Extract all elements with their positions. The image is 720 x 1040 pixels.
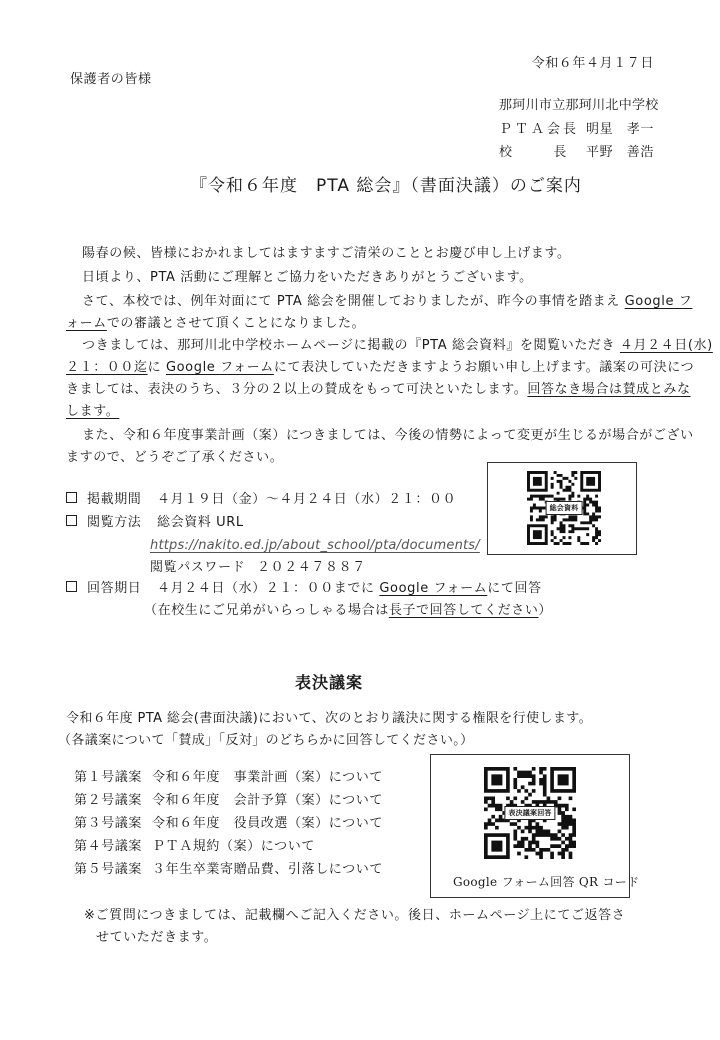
context-paragraph-line2 [66, 314, 365, 334]
date: 令和６年４月１７日 [531, 56, 654, 71]
proposal-number: 第４号議案 [74, 839, 143, 854]
deadline-value [157, 579, 542, 599]
list-item [74, 814, 434, 837]
documents-qr-code[interactable] [527, 471, 601, 545]
sibling-note [144, 601, 552, 621]
method-value: 総会資料 URL [157, 515, 244, 530]
form-qr-caption: Google フォーム回答 QR コード [453, 875, 640, 889]
context-text: さて、本校では、例年対面にて PTA 総会を開催しておりましたが、昨今の事情を踏まえ [82, 294, 625, 309]
checkbox-icon [66, 515, 77, 526]
form-qr-code[interactable] [484, 767, 576, 859]
section-title: 表決議案 [295, 673, 364, 692]
plan-paragraph-line1: また、令和６年度事業計画（案）につきましては、今後の情勢によって変更が生じるが場合がござい [82, 428, 694, 443]
proposal-text: 令和６年度 役員改選（案）について [152, 816, 383, 831]
period-label: 掲載期間 [87, 492, 142, 507]
proposal-number: 第２号議案 [74, 793, 143, 808]
proposal-text: ＰＴＡ規約（案）について [152, 839, 315, 854]
period-value: ４月１９日（金）～４月２４日（水）２１：００ [157, 492, 457, 507]
context-paragraph-line1 [82, 292, 692, 312]
sibling-note-a: （在校生にご兄弟がいらっしゃる場合は [144, 603, 389, 618]
form-qr-box [430, 754, 640, 898]
sibling-note-emphasis: 長子で回答してください [388, 603, 539, 618]
request-deadline-time: ２１：００迄 [66, 360, 148, 375]
list-item [74, 860, 434, 883]
context-form-continued: ォーム [66, 316, 107, 331]
request-text-a: に [147, 360, 166, 375]
request-paragraph-line3 [66, 380, 691, 400]
document-title: 『令和６年度 PTA 総会』（書面決議）のご案内 [190, 176, 582, 196]
documents-url-link[interactable]: https://nakito.ed.jp/about_school/pta/documents/ [150, 538, 480, 553]
plan-paragraph-line2: ますので、どうぞご了承ください。 [66, 450, 284, 465]
request-google-form: Google フォーム [165, 360, 274, 375]
list-item [74, 791, 434, 814]
checkbox-icon [66, 492, 77, 503]
request-text-c: きましては、表決のうち、３分の２以上の賛成をもって可決といたします。 [66, 382, 528, 397]
deadline-item [66, 579, 141, 599]
sender-pta-name: 明星 孝一 [586, 122, 655, 137]
request-paragraph-line2 [66, 358, 694, 378]
period-item [66, 490, 141, 510]
request-paragraph-line4 [66, 402, 119, 422]
request-no-answer-note: 回答なき場合は賛成とみな [527, 382, 691, 397]
thanks-paragraph: 日頃より、PTA 活動にご理解とご協力をいただきありがとうございます。 [82, 270, 533, 285]
greeting-paragraph: 陽春の候、皆様におかれましてはますますご清栄のこととお慶び申し上げます。 [82, 246, 571, 261]
proposal-list [74, 768, 434, 883]
request-paragraph-line1 [82, 336, 713, 356]
sibling-note-b: ） [538, 603, 553, 618]
request-text: つきましては、那珂川北中学校ホームページに掲載の『PTA 総会資料』を閲覧いただき [82, 338, 620, 353]
request-deadline-date: ４月２４日(水) [619, 338, 713, 353]
sender-pta-role: ＰＴＡ会長 [499, 122, 580, 137]
deadline-label: 回答期日 [87, 581, 142, 596]
documents-qr-box [487, 462, 637, 555]
context-google-form: Google フ [624, 294, 693, 309]
closing-note-line1: ※ご質問につきましては、記載欄へご記入ください。後日、ホームページ上にてご返答さ [84, 908, 626, 923]
list-item [74, 768, 434, 791]
method-label: 閲覧方法 [87, 515, 142, 530]
sender-principal-role: 校 長 [499, 145, 568, 160]
proposal-number: 第５号議案 [74, 862, 143, 877]
request-no-answer-note-end: します。 [66, 404, 120, 419]
deadline-text-b: にて回答 [487, 581, 542, 596]
list-item [74, 837, 434, 860]
method-item [66, 513, 141, 533]
proposal-number: 第１号議案 [74, 770, 143, 785]
sender-school: 那珂川市立那珂川北中学校 [499, 98, 659, 113]
request-text-b: にて表決していただきますようお願い申し上げます。議案の可決につ [273, 360, 695, 375]
proposal-text: ３年生卒業寄贈品費、引落しについて [152, 862, 383, 877]
sender-principal-name: 平野 善浩 [586, 145, 655, 160]
context-text-end: での審議とさせて頂くことになりました。 [106, 316, 366, 331]
resolution-note: （各議案について「賛成」「反対」のどちらかに回答してください。） [58, 733, 474, 748]
documents-qr-label: 総会資料 [546, 501, 583, 515]
closing-note-line2: せていただきます。 [96, 930, 218, 945]
resolution-intro: 令和６年度 PTA 総会(書面決議)において、次のとおり議決に関する権限を行使します。 [66, 711, 592, 726]
recipient: 保護者の皆様 [70, 72, 152, 87]
proposal-text: 令和６年度 事業計画（案）について [152, 770, 383, 785]
deadline-text-a: ４月２４日（水）２１：００までに [157, 581, 380, 596]
password-label: 閲覧パスワード [150, 560, 246, 575]
checkbox-icon [66, 581, 77, 592]
proposal-text: 令和６年度 会計予算（案）について [152, 793, 383, 808]
proposal-number: 第３号議案 [74, 816, 143, 831]
password-value: ２０２４７８８７ [257, 560, 366, 575]
deadline-google-form: Google フォーム [379, 581, 488, 596]
form-qr-label: 表決議案回答 [504, 806, 555, 820]
